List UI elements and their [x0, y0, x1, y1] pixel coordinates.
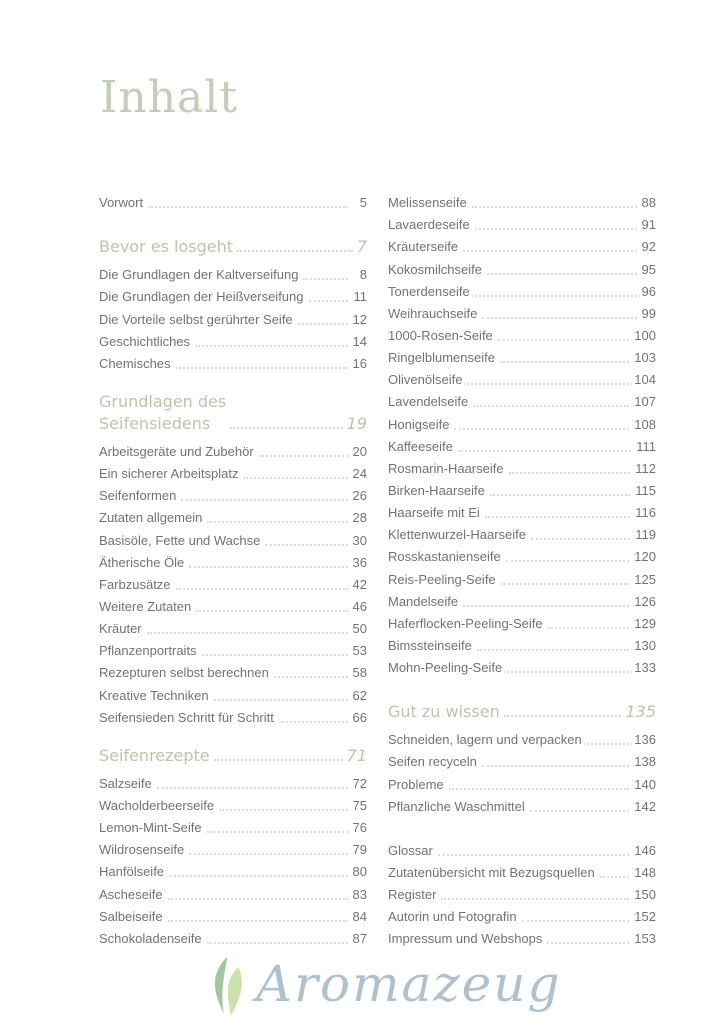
- dot-leader: [265, 544, 347, 546]
- section-heading: [99, 236, 367, 258]
- toc-entry-page: 104: [634, 372, 656, 388]
- toc-entry-page: 142: [634, 798, 656, 814]
- toc-entry: [99, 353, 367, 375]
- toc-entry: [388, 325, 656, 347]
- toc-entry-label: Mandelseife: [388, 593, 459, 609]
- toc-entry-label: Die Vorteile selbst gerührter Seife: [99, 311, 293, 327]
- toc-column-left: [99, 192, 367, 950]
- toc-entry-page: 75: [352, 797, 367, 813]
- toc-entry: [388, 568, 656, 590]
- watermark: [206, 950, 566, 1020]
- toc-entry-page: 91: [641, 217, 656, 233]
- section-heading-page: 7: [356, 237, 367, 257]
- toc-entry-label: Register: [388, 887, 437, 903]
- dot-leader: [482, 765, 629, 767]
- dot-leader: [303, 278, 348, 280]
- section-heading-label: Bevor es losgeht: [99, 237, 233, 257]
- toc-entry: [388, 369, 656, 391]
- toc-entry-page: 72: [352, 775, 367, 791]
- toc-entry-label: Olivenölseife: [388, 372, 463, 388]
- toc-entry-page: 148: [634, 864, 656, 880]
- toc-entry-page: 96: [641, 283, 656, 299]
- toc-entry-page: 120: [634, 549, 656, 565]
- toc-entry-label: Hanfölseife: [99, 864, 165, 880]
- toc-entry-page: 140: [634, 776, 656, 792]
- toc-entry-page: 79: [352, 842, 367, 858]
- dot-leader: [202, 654, 348, 656]
- dot-leader: [168, 920, 348, 922]
- toc-entry: [388, 840, 656, 862]
- dot-leader: [214, 759, 343, 761]
- toc-entry-page: 16: [352, 355, 367, 371]
- toc-entry-label: Schneiden, lagern und verpacken: [388, 732, 582, 748]
- toc-entry: [388, 347, 656, 369]
- toc-entry-label: Salbeiseife: [99, 908, 163, 924]
- toc-entry-page: 107: [634, 394, 656, 410]
- toc-entry-label: Seifen recyceln: [388, 754, 477, 770]
- dot-leader: [230, 427, 342, 429]
- dot-leader: [467, 383, 629, 385]
- toc-entry-label: Lemon-Mint-Seife: [99, 820, 202, 836]
- toc-entry-label: Kreative Techniken: [99, 687, 209, 703]
- toc-entry: [388, 458, 656, 480]
- toc-entry-label: Bimssteinseife: [388, 637, 472, 653]
- toc-entry-label: Reis-Peeling-Seife: [388, 571, 496, 587]
- dot-leader: [473, 405, 629, 407]
- toc-entry: [99, 707, 367, 729]
- toc-entry: [99, 264, 367, 286]
- dot-leader: [507, 671, 629, 673]
- section-heading: [99, 745, 367, 767]
- toc-entry-page: 129: [634, 615, 656, 631]
- toc-entry: [388, 303, 656, 325]
- dot-leader: [298, 323, 348, 325]
- dot-leader: [438, 854, 630, 856]
- toc-entry-label: Farbzusätze: [99, 576, 171, 592]
- toc-entry: [99, 906, 367, 928]
- dot-leader: [504, 715, 622, 717]
- toc-entry: [388, 657, 656, 679]
- toc-entry-page: 66: [352, 709, 367, 725]
- dot-leader: [279, 721, 348, 723]
- toc-entry-label: Klettenwurzel-Haarseife: [388, 527, 527, 543]
- section-heading-label: Grundlagen des Seifensiedens: [99, 391, 227, 433]
- toc-entry: [388, 214, 656, 236]
- toc-entry-page: 125: [634, 571, 656, 587]
- dot-leader: [207, 942, 348, 944]
- dot-leader: [506, 560, 630, 562]
- toc-entry-label: Impressum und Webshops: [388, 931, 543, 947]
- toc-entry: [388, 391, 656, 413]
- toc-entry: [99, 552, 367, 574]
- toc-entry: [99, 640, 367, 662]
- toc-entry: [388, 862, 656, 884]
- toc-entry: [99, 618, 367, 640]
- toc-entry-label: Rosskastanienseife: [388, 549, 501, 565]
- toc-entry-page: 50: [352, 621, 367, 637]
- toc-section: [388, 701, 656, 818]
- toc-entry-label: Pflanzliche Waschmittel: [388, 798, 525, 814]
- toc-entry: [388, 906, 656, 928]
- toc-entry-label: Zutaten allgemein: [99, 510, 203, 526]
- toc-entry-page: 14: [352, 333, 367, 349]
- toc-entry: [99, 662, 367, 684]
- toc-entry-page: 133: [634, 660, 656, 676]
- dot-leader: [509, 472, 631, 474]
- toc-entry-label: Honigseife: [388, 416, 450, 432]
- toc-entry: [388, 884, 656, 906]
- toc-entry-label: Rezepturen selbst berechnen: [99, 665, 269, 681]
- toc-entry: [388, 480, 656, 502]
- toc-entry-label: Probleme: [388, 776, 444, 792]
- toc-entry-page: 30: [352, 532, 367, 548]
- toc-entry-page: 136: [634, 732, 656, 748]
- toc-entry-label: Wildrosenseife: [99, 842, 185, 858]
- dot-leader: [219, 809, 347, 811]
- toc-entry-page: 153: [634, 931, 656, 947]
- dot-leader: [490, 494, 630, 496]
- toc-entry-label: Pflanzenportraits: [99, 643, 197, 659]
- dot-leader: [147, 632, 348, 634]
- toc-entry-page: 28: [352, 510, 367, 526]
- dot-leader: [501, 583, 630, 585]
- toc-entry-page: 146: [634, 842, 656, 858]
- dot-leader: [463, 250, 636, 252]
- toc-entry-page: 87: [352, 930, 367, 946]
- toc-entry-label: Lavendelseife: [388, 394, 469, 410]
- toc-section: [99, 391, 367, 729]
- toc-entry-label: Salzseife: [99, 775, 152, 791]
- toc-entry-label: Schokoladenseife: [99, 930, 202, 946]
- toc-entry-page: 111: [636, 438, 656, 454]
- dot-leader: [441, 898, 629, 900]
- toc-entry-label: Kaffeeseife: [388, 438, 453, 454]
- toc-entry-label: Rosmarin-Haarseife: [388, 460, 504, 476]
- toc-entry-label: Chemisches: [99, 355, 171, 371]
- toc-entry: [388, 546, 656, 568]
- toc-section: [388, 840, 656, 951]
- toc-entry: [99, 883, 367, 905]
- toc-entry: [99, 684, 367, 706]
- toc-entry-page: 108: [634, 416, 656, 432]
- section-heading-page: 135: [625, 702, 656, 722]
- dot-leader: [309, 300, 349, 302]
- toc-entry: [99, 839, 367, 861]
- toc-column-right: [388, 192, 656, 950]
- toc-entry-label: Ätherische Öle: [99, 554, 185, 570]
- toc-entry-page: 126: [634, 593, 656, 609]
- toc-entry: [388, 281, 656, 303]
- toc-entry-page: 8: [359, 267, 367, 283]
- toc-entry-page: 80: [352, 864, 367, 880]
- toc-entry-label: Arbeitsgeräte und Zubehör: [99, 443, 254, 459]
- toc-entry-page: 119: [635, 527, 656, 543]
- toc-entry: [99, 331, 367, 353]
- toc-entry-label: Kräuterseife: [388, 239, 459, 255]
- toc-entry-page: 36: [352, 554, 367, 570]
- toc-entry-page: 112: [635, 460, 656, 476]
- dot-leader: [487, 273, 637, 275]
- toc-section: [99, 745, 367, 950]
- toc-entry-label: Weitere Zutaten: [99, 598, 192, 614]
- dot-leader: [168, 898, 348, 900]
- toc-entry-page: 76: [352, 820, 367, 836]
- toc-entry-label: Ein sicherer Arbeitsplatz: [99, 466, 239, 482]
- dot-leader: [498, 339, 630, 341]
- toc-entry-label: Glossar: [388, 842, 433, 858]
- toc-entry: [388, 613, 656, 635]
- toc-entry: [388, 258, 656, 280]
- toc-entry: [388, 928, 656, 950]
- toc-entry-page: 92: [641, 239, 656, 255]
- dot-leader: [181, 499, 347, 501]
- toc-entry-label: Die Grundlagen der Heißverseifung: [99, 289, 304, 305]
- toc-entry-page: 88: [641, 195, 656, 211]
- toc-entry: [99, 817, 367, 839]
- dot-leader: [169, 875, 347, 877]
- toc-entry-page: 58: [352, 665, 367, 681]
- toc-entry: [388, 729, 656, 751]
- dot-leader: [243, 477, 347, 479]
- toc-entry-label: Seifensieden Schritt für Schritt: [99, 709, 274, 725]
- dot-leader: [477, 649, 629, 651]
- dot-leader: [189, 853, 347, 855]
- section-heading: [99, 391, 367, 435]
- toc-entry: [99, 795, 367, 817]
- dot-leader: [176, 367, 348, 369]
- toc-entry-label: Haferflocken-Peeling-Seife: [388, 615, 543, 631]
- toc-section: [388, 192, 656, 679]
- toc-entry: [388, 773, 656, 795]
- leaf-logo-icon: [206, 950, 256, 1020]
- toc-entry-page: 150: [634, 887, 656, 903]
- page-title: Inhalt: [100, 72, 239, 123]
- toc-entry: [99, 928, 367, 950]
- dot-leader: [157, 787, 348, 789]
- dot-leader: [475, 228, 637, 230]
- dot-leader: [472, 206, 637, 208]
- dot-leader: [237, 250, 353, 252]
- toc-entry-page: 152: [634, 909, 656, 925]
- dot-leader: [454, 428, 629, 430]
- toc-entry: [388, 751, 656, 773]
- toc-entry-page: 62: [352, 687, 367, 703]
- toc-entry: [388, 796, 656, 818]
- toc-entry-label: Melissenseife: [388, 195, 467, 211]
- section-heading-label: Gut zu wissen: [388, 702, 500, 722]
- toc-entry-page: 138: [634, 754, 656, 770]
- toc-entry: [99, 192, 367, 214]
- dot-leader: [259, 455, 348, 457]
- toc-entry-page: 103: [634, 350, 656, 366]
- toc-entry-label: Kräuter: [99, 621, 142, 637]
- toc-entry-page: 46: [352, 598, 367, 614]
- toc-entry: [99, 463, 367, 485]
- toc-entry-page: 116: [635, 505, 656, 521]
- dot-leader: [531, 538, 630, 540]
- toc-entry-label: 1000-Rosen-Seife: [388, 327, 493, 343]
- toc-entry-label: Ringelblumenseife: [388, 350, 495, 366]
- toc-entry: [388, 524, 656, 546]
- toc-entry-page: 26: [352, 488, 367, 504]
- toc-entry-label: Birken-Haarseife: [388, 482, 485, 498]
- toc-entry-page: 53: [352, 643, 367, 659]
- watermark-text: Aromazeug: [256, 955, 562, 1013]
- toc-entry: [99, 485, 367, 507]
- dot-leader: [547, 942, 629, 944]
- toc-entry: [388, 635, 656, 657]
- toc-entry-page: 5: [359, 195, 367, 211]
- toc-entry: [388, 413, 656, 435]
- toc-entry: [388, 192, 656, 214]
- dot-leader: [500, 361, 629, 363]
- dot-leader: [587, 743, 630, 745]
- dot-leader: [195, 345, 347, 347]
- dot-leader: [458, 450, 631, 452]
- toc-entry-page: 115: [635, 482, 656, 498]
- toc-entry: [99, 861, 367, 883]
- dot-leader: [530, 810, 630, 812]
- dot-leader: [449, 788, 630, 790]
- toc-entry-page: 20: [352, 443, 367, 459]
- toc-entry-page: 99: [641, 305, 656, 321]
- toc-entry-page: 84: [352, 908, 367, 924]
- dot-leader: [463, 605, 629, 607]
- toc-entry-page: 130: [634, 637, 656, 653]
- toc-entry-label: Die Grundlagen der Kaltverseifung: [99, 267, 299, 283]
- dot-leader: [148, 206, 348, 208]
- dot-leader: [207, 521, 347, 523]
- toc-entry-label: Mohn-Peeling-Seife: [388, 660, 503, 676]
- toc-section: [99, 236, 367, 375]
- toc-entry-label: Basisöle, Fette und Wachse: [99, 532, 261, 548]
- section-heading-page: 71: [346, 745, 367, 765]
- dot-leader: [176, 588, 348, 590]
- dot-leader: [274, 676, 348, 678]
- toc-entry: [99, 596, 367, 618]
- toc-entry: [388, 591, 656, 613]
- section-heading-page: 19: [346, 413, 367, 433]
- toc-entry: [99, 308, 367, 330]
- toc-entry-label: Kokosmilchseife: [388, 261, 482, 277]
- dot-leader: [196, 610, 347, 612]
- dot-leader: [485, 516, 631, 518]
- dot-leader: [548, 627, 630, 629]
- toc-entry-page: 12: [352, 311, 367, 327]
- toc-entry-page: 24: [352, 466, 367, 482]
- toc-entry: [99, 286, 367, 308]
- toc-entry-page: 83: [352, 886, 367, 902]
- section-heading: [388, 701, 656, 723]
- toc-entry-page: 100: [634, 327, 656, 343]
- toc-entry-label: Vorwort: [99, 195, 144, 211]
- toc-entry-label: Seifenformen: [99, 488, 177, 504]
- toc-entry: [99, 773, 367, 795]
- dot-leader: [600, 876, 630, 878]
- toc-entry-label: Lavaerdeseife: [388, 217, 470, 233]
- toc-entry-label: Zutatenübersicht mit Bezugsquellen: [388, 864, 595, 880]
- dot-leader: [207, 831, 348, 833]
- section-heading-label: Seifenrezepte: [99, 745, 210, 765]
- toc-entry: [99, 574, 367, 596]
- toc-entry: [99, 529, 367, 551]
- toc-entry-label: Weihrauchseife: [388, 305, 478, 321]
- dot-leader: [214, 699, 348, 701]
- toc-entry-page: 42: [352, 576, 367, 592]
- toc-entry-label: Haarseife mit Ei: [388, 505, 480, 521]
- toc-entry: [388, 502, 656, 524]
- toc-section: [99, 192, 367, 214]
- toc-entry: [99, 441, 367, 463]
- toc-entry-label: Autorin und Fotografin: [388, 909, 517, 925]
- toc-entry-page: 95: [641, 261, 656, 277]
- toc-entry: [99, 507, 367, 529]
- toc-entry-label: Wacholderbeerseife: [99, 797, 215, 813]
- toc-entry-page: 11: [353, 289, 367, 305]
- dot-leader: [475, 295, 637, 297]
- dot-leader: [482, 317, 636, 319]
- toc-entry-label: Tonerdenseife: [388, 283, 470, 299]
- dot-leader: [189, 566, 347, 568]
- toc-entry-label: Ascheseife: [99, 886, 163, 902]
- toc-entry: [388, 436, 656, 458]
- toc-entry: [388, 236, 656, 258]
- toc-entry-label: Geschichtliches: [99, 333, 191, 349]
- dot-leader: [522, 920, 630, 922]
